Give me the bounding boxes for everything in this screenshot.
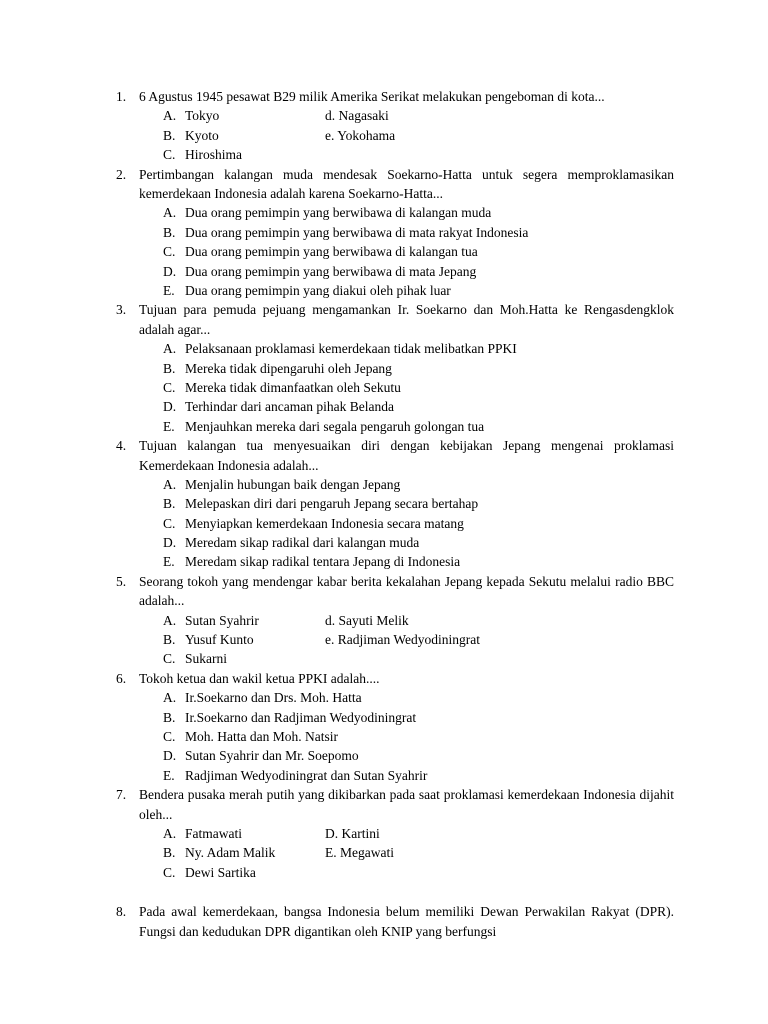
question-number: 8. [116, 904, 127, 920]
option-a: A. Tokyo d. Nagasaki [163, 106, 674, 125]
options-list [163, 824, 674, 882]
question-text: Seorang tokoh yang mendengar kabar berita kekalahan Jepang kepada Sekutu melalui radio BBC adalah... [139, 573, 674, 609]
question-text: Pada awal kemerdekaan, bangsa Indonesia belum memiliki Dewan Perwakilan Rakyat (DPR). Fungsi dan kedudukan DPR digantikan oleh KNIP yang berfungsi [139, 904, 674, 939]
option-c: C. Moh. Hatta dan Moh. Natsir [163, 729, 338, 745]
option-b: B. Mereka tidak dipengaruhi oleh Jepang [163, 360, 392, 376]
option-d: d. Nagasaki [325, 108, 389, 124]
option-c: C. Menyiapkan kemerdekaan Indonesia secara matang [163, 515, 464, 531]
question-text: 6 Agustus 1945 pesawat B29 milik Amerika Serikat melakukan pengeboman di kota... [139, 89, 605, 104]
option-c: C. Sukarni [163, 651, 227, 667]
option-a: A. Pelaksanaan proklamasi kemerdekaan tidak melibatkan PPKI [163, 341, 517, 357]
question-4 [116, 436, 674, 572]
options-list [163, 688, 674, 785]
question-1 [116, 87, 674, 106]
question-number: 1. [116, 89, 127, 104]
question-number: 2. [116, 166, 127, 182]
question-number: 4. [116, 438, 127, 454]
question-3 [116, 300, 674, 436]
question-2 [116, 165, 674, 301]
option-b: B. Yusuf Kunto e. Radjiman Wedyodiningrat [163, 630, 674, 649]
option-b: B. Dua orang pemimpin yang berwibawa di mata rakyat Indonesia [163, 224, 529, 240]
option-d: d. Sayuti Melik [325, 612, 409, 628]
option-d: D. Kartini [325, 826, 380, 842]
option-e: E. Menjauhkan mereka dari segala pengaruh golongan tua [163, 418, 485, 434]
option-c: C. Dewi Sartika [163, 864, 256, 880]
option-a: A. Fatmawati D. Kartini [163, 824, 674, 843]
option-a: A. Dua orang pemimpin yang berwibawa di kalangan muda [163, 205, 492, 221]
question-number: 5. [116, 573, 127, 589]
option-e: E. Radjiman Wedyodiningrat dan Sutan Syahrir [163, 767, 428, 783]
option-c: C. Mereka tidak dimanfaatkan oleh Sekutu [163, 379, 401, 395]
option-a: A. Menjalin hubungan baik dengan Jepang [163, 476, 401, 492]
option-c: C. Dua orang pemimpin yang berwibawa di kalangan tua [163, 244, 478, 260]
option-d: D. Meredam sikap radikal dari kalangan muda [163, 535, 420, 551]
option-e: e. Yokohama [325, 127, 396, 143]
option-a: A. Ir.Soekarno dan Drs. Moh. Hatta [163, 690, 362, 706]
option-a: A. Sutan Syahrir d. Sayuti Melik [163, 611, 674, 630]
question-text: Tokoh ketua dan wakil ketua PPKI adalah.... [139, 670, 380, 686]
question-6 [116, 669, 674, 785]
option-b: B. Kyoto e. Yokohama [163, 126, 674, 145]
option-d: D. Sutan Syahrir dan Mr. Soepomo [163, 748, 359, 764]
option-e: E. Dua orang pemimpin yang diakui oleh pihak luar [163, 282, 451, 298]
question-text: Pertimbangan kalangan muda mendesak Soekarno-Hatta untuk segera memproklamasikan kemerdekaan Indonesia adalah karena Soekarno-Hatta... [139, 166, 674, 201]
question-5 [116, 572, 674, 669]
option-e: E. Meredam sikap radikal tentara Jepang di Indonesia [163, 554, 461, 570]
question-text: Tujuan para pemuda pejuang mengamankan Ir. Soekarno dan Moh.Hatta ke Rengasdengklok adalah agar... [139, 302, 674, 337]
question-8 [116, 902, 674, 941]
option-b: B. Melepaskan diri dari pengaruh Jepang secara bertahap [163, 496, 479, 512]
options-list [163, 203, 674, 300]
options-q1 [139, 106, 674, 164]
option-d: D. Dua orang pemimpin yang berwibawa di mata Jepang [163, 263, 477, 279]
option-d: D. Terhindar dari ancaman pihak Belanda [163, 399, 394, 415]
options-list [163, 611, 674, 669]
question-number: 7. [116, 787, 127, 803]
question-number: 6. [116, 670, 127, 686]
option-e: e. Radjiman Wedyodiningrat [325, 632, 481, 648]
question-text: Bendera pusaka merah putih yang dikibarkan pada saat proklamasi kemerdekaan Indonesia dijahit oleh... [139, 787, 674, 822]
options-list [163, 339, 674, 436]
question-number: 3. [116, 302, 127, 318]
question-text: Tujuan kalangan tua menyesuaikan diri dengan kebijakan Jepang mengenai proklamasi Kemerdekaan Indonesia adalah... [139, 438, 674, 473]
options-list [163, 475, 674, 572]
option-b: B. Ny. Adam Malik E. Megawati [163, 843, 674, 862]
option-e: E. Megawati [325, 845, 394, 861]
question-7 [116, 785, 674, 882]
option-b: B. Ir.Soekarno dan Radjiman Wedyodiningrat [163, 709, 417, 725]
option-c: C. Hiroshima [163, 147, 242, 163]
